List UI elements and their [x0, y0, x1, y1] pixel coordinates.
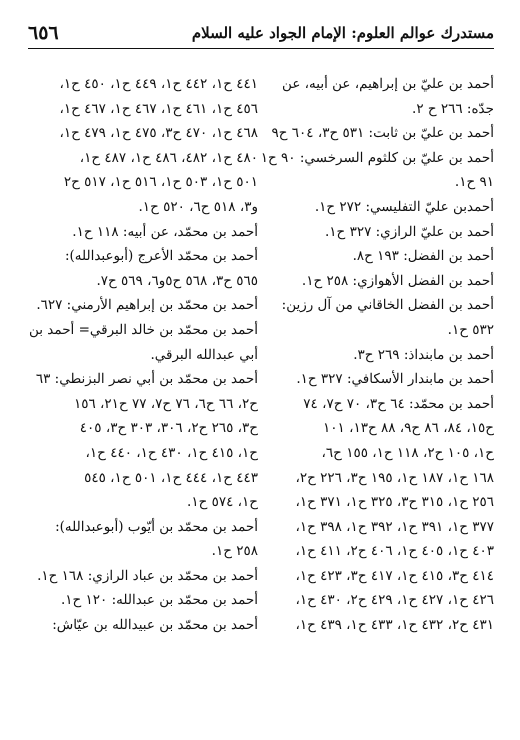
index-line: ح٢، ٦٦ ح٦، ٧٦ ح٧، ٧٧ ح٢١، ١٥٦ — [73, 395, 258, 412]
index-line: أحمد بن محمّد بن عبيدالله بن عيّاش: — [52, 617, 258, 634]
index-line: ٤٦٨ ح١، ٤٧٠ ح٣، ٤٧٥ ح١، ٤٧٩ ح١، — [59, 125, 258, 142]
index-line: ٤٠٣ ح١، ٤٠٥ ح١، ٤٠٦ ح٢، ٤١١ ح١، — [295, 543, 494, 560]
running-title: مستدرك عوالم العلوم: الإمام الجواد عليه السلام — [191, 24, 494, 42]
index-line: أحمدبن عليّ التفليسي: ٢٧٢ ح١. — [314, 198, 494, 215]
index-line: ح٣، ٢٦٥ ح٢، ٣٠٦، ٣٠٣ ح٣، ٤٠٥ — [79, 420, 258, 437]
index-line: أحمد بن محمّد: ٦٤ ح٣، ٧٠ ح٧، ٧٤ — [303, 395, 494, 412]
index-line: أحمد بن مابندار الأسكافي: ٣٢٧ ح١. — [296, 371, 494, 388]
page-number: ٦٥٦ — [28, 22, 59, 44]
index-line: ٤٢٦ ح١، ٤٢٧ ح١، ٤٢٩ ح٢، ٤٣٠ ح١، — [295, 592, 494, 609]
index-line: ٩١ ح١. — [454, 174, 494, 191]
index-line: ٥٣٢ ح١. — [447, 321, 494, 338]
index-line: ح١، ٥٧٤ ح١. — [187, 494, 258, 511]
index-line: أحمد بن الفضل الأهوازي: ٢٥٨ ح١. — [301, 272, 494, 289]
index-line: ح١٥، ٨٤، ٨٦ ح٩، ٨٨ ح١٣، ١٠١ — [323, 420, 494, 437]
index-line: أحمد بن محمّد بن عباد الرازي: ١٦٨ ح١. — [37, 567, 258, 584]
index-column-left — [30, 72, 258, 638]
index-line: ٥٦٥ ح٣، ٥٦٨ ح٥و٦، ٥٦٩ ح٧. — [96, 272, 258, 289]
index-line: ٤٤٣ ح١، ٤٤٤ ح١، ٥٠١ ح١، ٥٤٥ — [84, 469, 258, 486]
index-line: أحمد بن عليّ الرازي: ٣٢٧ ح١. — [324, 223, 494, 240]
index-line: أحمد بن محمّد الأعرج (أبوعبدالله): — [64, 248, 258, 265]
index-line: أحمد بن مابنداذ: ٢٦٩ ح٣. — [353, 346, 494, 363]
index-line: أحمد بن محمّد بن عبدالله: ١٢٠ ح١. — [60, 592, 258, 609]
index-line: أبي عبدالله البرقي. — [150, 346, 258, 363]
index-line: ح١، ٤١٥ ح١، ٤٣٠ ح١، ٤٤٠ ح١، — [85, 444, 258, 461]
index-line: ٤٨٠ ح١، ٤٨٢، ٤٨٦ ح١، ٤٨٧ ح١، — [79, 149, 258, 166]
index-column-right — [260, 72, 494, 638]
index-line: ٤٥٦ ح١، ٤٦١ ح١، ٤٦٧ ح١، ٤٦٧ ح١، — [59, 100, 258, 117]
index-line: ٥٠١ ح١، ٥٠٣ ح١، ٥١٦ ح١، ٥١٧ ح٢ — [63, 174, 258, 191]
index-line: أحمد بن الفضل الخاقاني من آل رزين: — [281, 297, 494, 314]
index-line: أحمد بن محمّد بن إبراهيم الأرمني: ٦٢٧. — [36, 297, 258, 314]
index-line: ٤١٤ ح٣، ٤١٥ ح١، ٤١٧ ح٣، ٤٢٣ ح١، — [295, 567, 494, 584]
index-line: ٤٤١ ح١، ٤٤٢ ح١، ٤٤٩ ح١، ٤٥٠ ح١، — [59, 76, 258, 92]
index-line: أحمد بن محمّد بن أبي نصر البزنطي: ٦٣ — [35, 371, 258, 388]
index-line: و٣، ٥١٨ ح٦، ٥٢٠ ح١. — [138, 198, 258, 215]
index-line: أحمد بن محمّد بن أيّوب (أبوعبدالله): — [55, 518, 258, 535]
index-line: ٢٥٨ ح١. — [211, 543, 258, 560]
index-line: أحمد بن عليّ بن إبراهيم، عن أبيه، عن — [282, 76, 494, 92]
index-line: ٤٣١ ح٢، ٤٣٢ ح١، ٤٣٣ ح١، ٤٣٩ ح١، — [295, 617, 494, 634]
index-line: أحمد بن محمّد بن خالد البرقي= أحمد بن — [28, 321, 258, 338]
page-header — [28, 18, 494, 49]
index-line: ح١، ١٠٥ ح٢، ١١٨ ح١، ١٥٥ ح٦، — [321, 444, 494, 461]
index-line: ١٦٨ ح١، ١٨٧ ح١، ١٩٥ ح٣، ٢٢٦ ح٢، — [295, 469, 494, 486]
index-line: أحمد بن الفضل: ١٩٣ ح٨. — [352, 248, 494, 265]
index-line: أحمد بن محمّد، عن أبيه: ١١٨ ح١. — [72, 223, 258, 240]
index-line: ٣٧٧ ح١، ٣٩١ ح١، ٣٩٢ ح١، ٣٩٨ ح١، — [295, 518, 494, 535]
index-line: أحمد بن عليّ بن ثابت: ٥٣١ ح٣، ٦٠٤ ح٩ — [271, 125, 494, 142]
index-line: أحمد بن عليّ بن كلثوم السرخسي: ٩٠ ح١ — [260, 149, 494, 166]
index-line: ٢٥٦ ح١، ٣١٥ ح٣، ٣٢٥ ح١، ٣٧١ ح١، — [295, 494, 494, 511]
index-line: جدّه: ٢٦٦ ح ٢. — [412, 100, 494, 117]
